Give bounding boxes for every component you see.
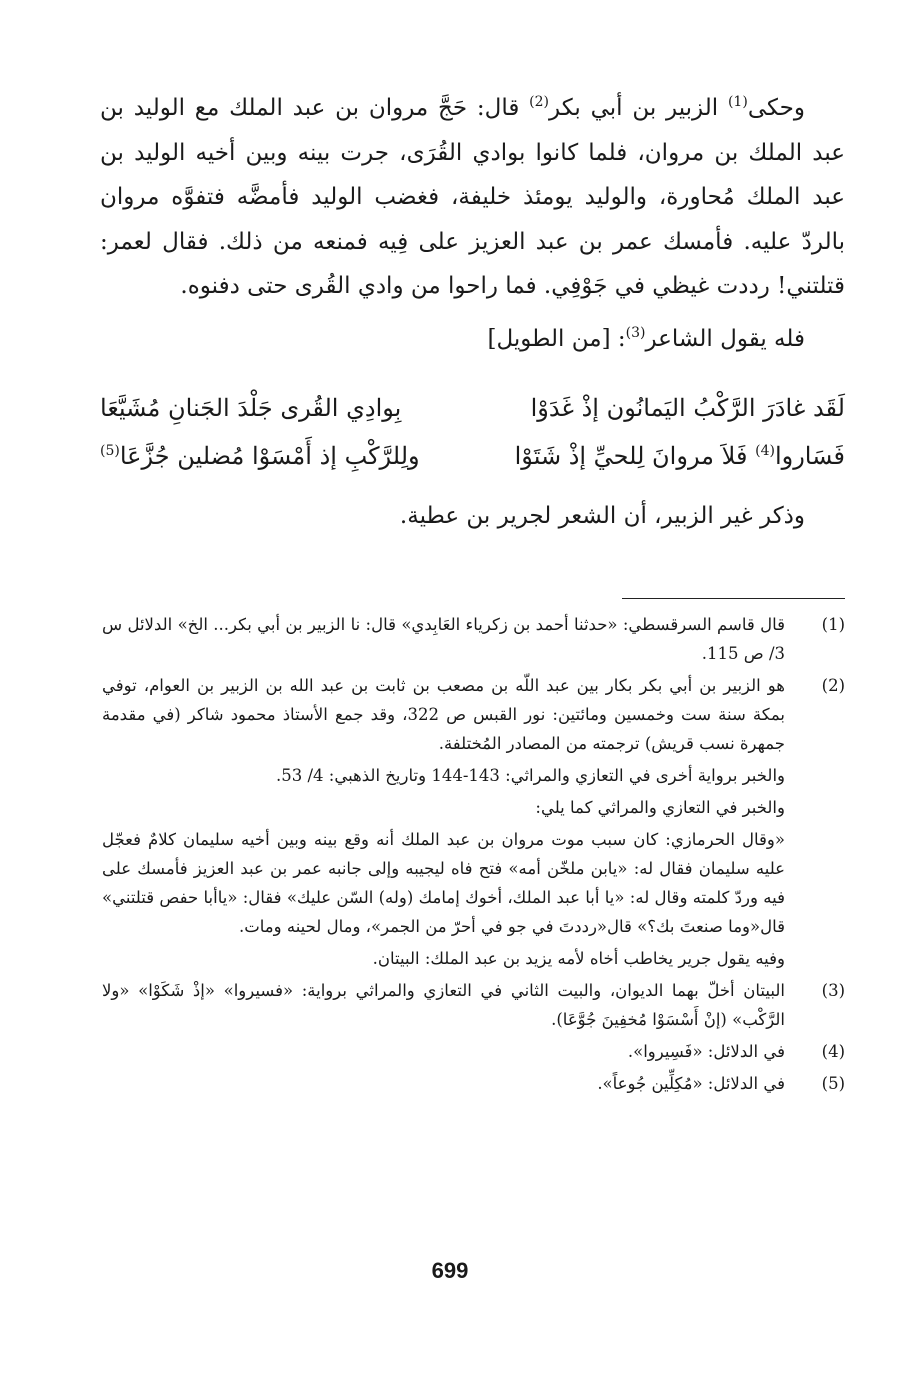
footnote-separator [622,598,845,599]
footnote-number: (1) [821,615,845,634]
footnote [102,1069,845,1098]
footnote-body [102,976,785,1034]
footnote-text: في الدلائل: «مُكِلِّين جُوعاً». [597,1074,785,1093]
footnote-text: هو الزبير بن أبي بكر بكار بين عبد اللّه بن مصعب بن ثابت بن عبد الله بن الزبير بن العوام، توفي بمكة سنة ست وخمسين ومائتين: نور القبس ص 322، وقد جمع الأستاذ محمود شاكر (في مقدمة جمهرة نسب قريش) ترجمته من المصادر المُختلفة. [102,676,785,753]
footnote-text: «وقال الحرمازي: كان سبب موت مروان بن عبد الملك أنه وقع بينه وبين أخيه سليمان كلامٌ فعجّل عليه سليمان فقال له: «يابن ملخّن أمه» فتح فاه ليجيبه وإلى جانبه عمر بن عبد العزيز فأمسك على فيه وردّ كلمته وقال له: «يا أبا عبد الملك، أخوك إمامك (وله) السّن عليك» فقال: «ياأبا حفص قتلتني» قال«وما صنعتَ بك؟» قال«رددتَ في جو في أحرّ من الجمر»، ومال لحينه ومات. [102,830,785,936]
verse-1-second-hemistich: بِوادِي القُرى جَلْدَ الجَنانِ مُشَيَّعَا [100,393,402,422]
footnote-text: والخبر في التعازي والمراثي كما يلي: [535,798,785,817]
footnote [102,610,845,668]
verse-2-first-hemistich: فَسَاروا$^{(4)}$ فَلاَ مروانَ لِلحيِّ إذْ شَتَوْا [514,441,845,470]
paragraph-attribution: وذكر غير الزبير، أن الشعر لجرير بن عطية. [399,502,805,529]
paragraph-narration: وحكى$^{(1)}$ الزبير بن أبي بكر$^{(2)}$ قال: حَجَّ مروان بن عبد الملك مع الوليد بن عبد الملك بن مروان، فلما كانوا بوادي القُرَى، جرت بينه وبين أخيه الوليد بن عبد الملك مُحاورة، والوليد يومئذ خليفة، فغضب الوليد فأمضَّه فتفوَّه مروان بالردّ عليه. فأمسك عمر بن عبد العزيز على فِيه فمنعه من ذلك. فقال لعمر: قتلتني! رددت غيظي في جَوْفِي. فما راحوا من وادي القُرى حتى دفنوه. [100,94,845,299]
footnote-body [102,1037,785,1066]
footnote-marker: (1) [727,94,748,110]
main-text [100,86,845,561]
verse-2-second-hemistich: ولِلرَّكْبِ إذ أَمْسَوْا مُضلين جُزَّعَا$^{(5)}$ [100,441,420,470]
footnote [102,976,845,1034]
footnote-body [102,610,785,668]
footnote [102,1037,845,1066]
footnote-number: (2) [821,676,845,695]
page-number: 699 [431,1258,469,1283]
footnote-text: قال قاسم السرقسطي: «حدثنا أحمد بن زكرياء العَابِدي» قال: نا الزبير بن أبي بكر... الخ» الدلائل س 3/ ص 115. [102,615,785,663]
footnote-number: (4) [821,1042,845,1061]
footnote-text: وفيه يقول جرير يخاطب أخاه لأمه يزيد بن عبد الملك: البيتان. [372,949,785,968]
footnote-body [102,1069,785,1098]
footnote-body [102,671,785,973]
verse-line-1 [100,384,845,432]
paragraph-poet-intro: فله يقول الشاعر$^{(3)}$: [من الطويل] [487,324,805,352]
verse-line-2 [100,432,845,480]
verse-1-first-hemistich: لَقَد غادَرَ الرَّكْبُ اليَمانُون إذْ غَدَوْا [530,393,845,422]
footnote [102,671,845,973]
footnote-marker: (5) [100,442,120,459]
footnote-marker: (2) [529,94,549,110]
footnote-text: البيتان أخلّ بهما الديوان، والبيت الثاني في التعازي والمراثي برواية: «فسيروا» «إذْ شَكَوْا» «ولا الرَّكْب» (إنْ أَسْسَوْا مُخفِينَ جُوَّعَا). [102,981,785,1029]
footnote-marker: (3) [625,324,646,341]
footnote-marker: (4) [755,442,775,459]
footnote-number: (3) [821,981,845,1000]
footnote-text: والخبر برواية أخرى في التعازي والمراثي: 143-144 وتاريخ الذهبي: 4/ 53. [275,766,785,785]
footnote-number: (5) [821,1074,845,1093]
footnotes [102,610,845,1101]
footnote-text: في الدلائل: «فَسِيروا». [627,1042,785,1061]
